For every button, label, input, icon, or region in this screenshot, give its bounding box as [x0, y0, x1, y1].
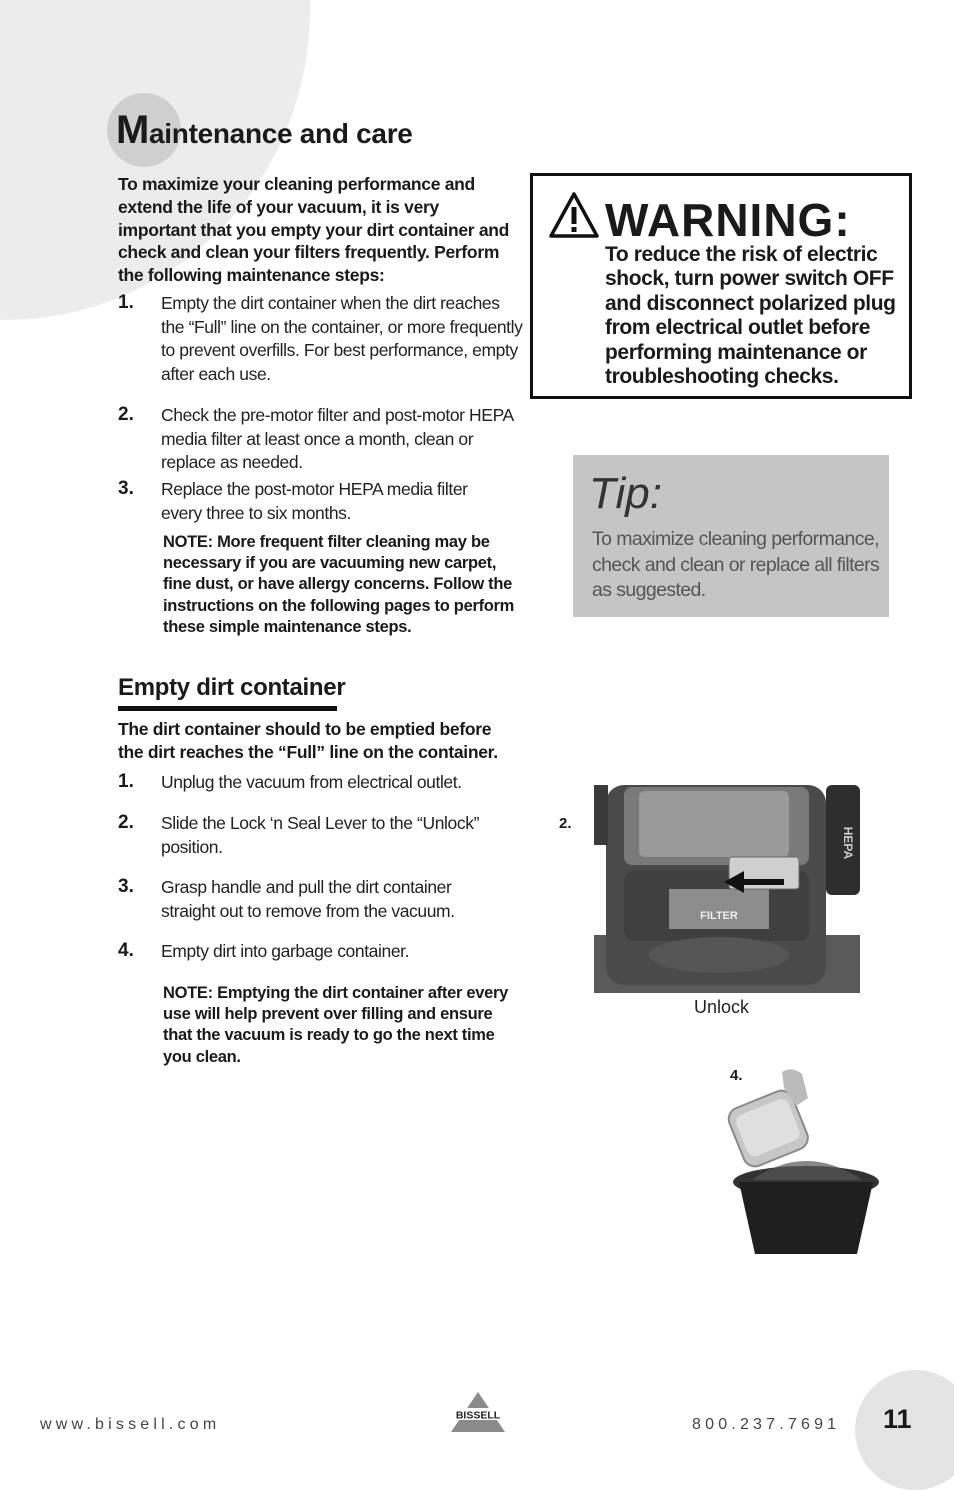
step-text: Empty the dirt container when the dirt reaches the “Full” line on the container, or more frequently to prevent overfills. For best performance, empty after each use.	[161, 293, 523, 384]
page-title-text: aintenance and care	[149, 118, 413, 149]
step-number: 1.	[118, 771, 134, 792]
step-number: 4.	[118, 940, 134, 961]
footer-website: www.bissell.com	[40, 1416, 221, 1433]
step-number: 2.	[118, 812, 134, 833]
hepa-label: HEPA	[841, 826, 855, 860]
figure-2-caption: Unlock	[694, 997, 750, 1017]
tip-box	[573, 455, 889, 617]
warning-text: To reduce the risk of electric shock, turn power switch OFF and disconnect polarized plug from electrical outlet before performing maintenance or troubleshooting checks.	[605, 243, 896, 389]
filter-label: FILTER	[700, 910, 738, 922]
logo-text: BISSELL	[455, 1409, 501, 1422]
step-text: Grasp handle and pull the dirt container straight out to remove from the vacuum.	[161, 877, 455, 921]
step-number: 3.	[118, 478, 134, 499]
step-number: 2.	[118, 404, 134, 425]
figure-2-label: 2.	[559, 815, 572, 832]
footer-phone: 800.237.7691	[692, 1416, 841, 1433]
warning-title: WARNING:	[605, 194, 851, 246]
step-text: Unplug the vacuum from electrical outlet.	[161, 772, 462, 792]
page-title-initial: M	[116, 108, 150, 152]
maintenance-note: NOTE: More frequent filter cleaning may be necessary if you are vacuuming new carpet, fine dust, or have allergy concerns. Follow the instructions on the following pages to perform these simple maintenance steps.	[163, 533, 515, 636]
tip-text: To maximize cleaning performance, check and clean or replace all filters as suggested.	[592, 528, 880, 601]
warning-triangle-icon	[548, 191, 600, 239]
step-text: Empty dirt into garbage container.	[161, 941, 410, 961]
bissell-logo-icon	[449, 1392, 507, 1434]
step-number: 3.	[118, 876, 134, 897]
vacuum-unlock-photo	[594, 785, 860, 993]
figure-4-label: 4.	[730, 1067, 743, 1084]
page-number: 11	[883, 1404, 912, 1434]
empty-note: NOTE: Emptying the dirt container after every use will help prevent over filling and ensure that the vacuum is ready to go the next time you clean.	[163, 984, 508, 1066]
empty-dirt-photo	[722, 1062, 890, 1254]
step-number: 1.	[118, 292, 134, 313]
warning-box	[530, 173, 912, 399]
step-text: Check the pre-motor filter and post-motor HEPA media filter at least once a month, clean or replace as needed.	[161, 405, 513, 472]
intro-text: To maximize your cleaning performance and extend the life of your vacuum, it is very important that you empty your dirt container and check and clean your filters frequently. Perform the following maintenance steps:	[118, 174, 510, 286]
page-title	[116, 108, 413, 153]
step-text: Replace the post-motor HEPA media filter every three to six months.	[161, 479, 468, 523]
step-text: Slide the Lock ‘n Seal Lever to the “Unlock” position.	[161, 813, 479, 857]
tip-title: Tip:	[589, 469, 662, 518]
section-intro: The dirt container should to be emptied before the dirt reaches the “Full” line on the container.	[118, 719, 498, 762]
section-heading: Empty dirt container	[118, 674, 346, 701]
section-underline	[118, 706, 337, 711]
